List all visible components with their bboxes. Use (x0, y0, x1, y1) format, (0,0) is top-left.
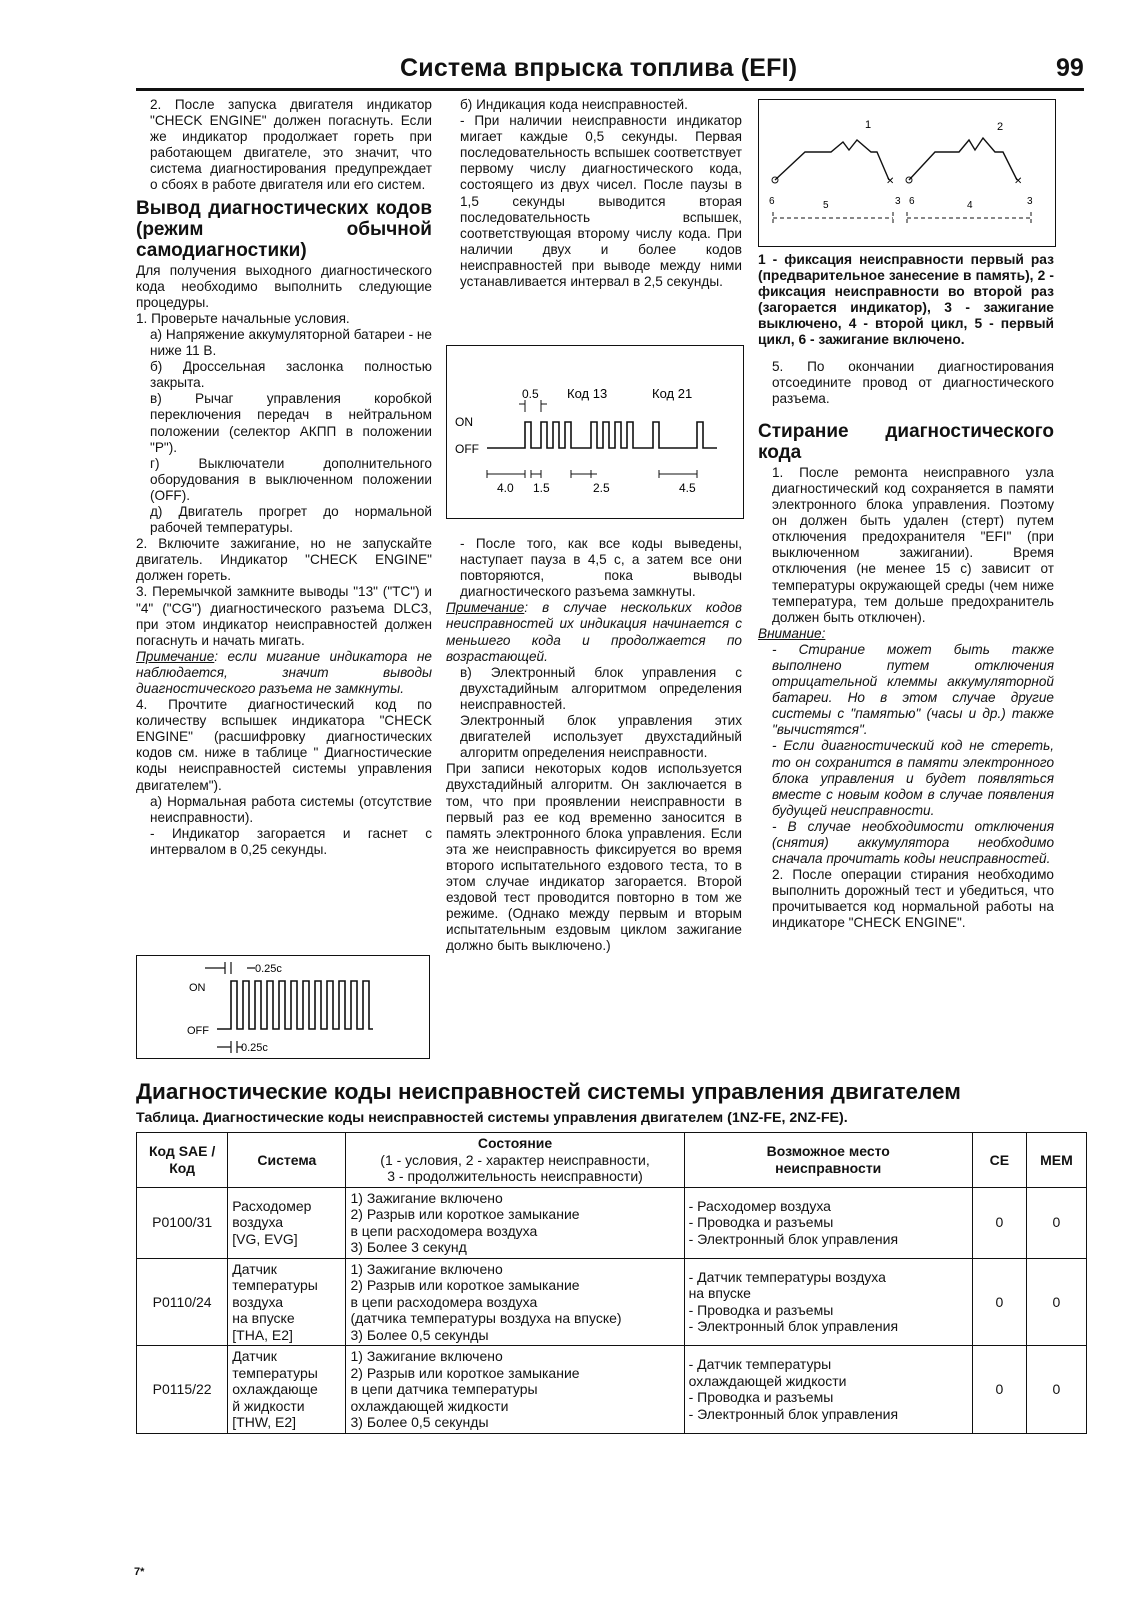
cross-mark: ✕ (886, 176, 895, 187)
cell-place-line: - Расходомер воздуха (688, 1197, 831, 1214)
paragraph: Для получения выходного диагностического кода необходимо выполнить следующие процедуры. (136, 262, 432, 310)
two-stage-diagram (759, 100, 1055, 246)
warning-title: Внимание: (758, 625, 826, 641)
paragraph: - Индикатор загорается и гаснет с интервалом в 0,25 секунды. (150, 825, 432, 857)
header-line: неисправности (775, 1159, 882, 1176)
paragraph: При записи некоторых кодов используется двухстадийный алгоритм. Он заключается в том, что при проявлении неисправности в первый раз ее код временно заносится в память электронного блока управления. Если эта же неисправность фиксируется во время второго испытательного ездового теста, то в этом случае индикатор загорается. Второй ездовой тест проводится повторно в том же режиме. (Однако между первым и вторым испытательным ездовым циклом зажигание должно быть выключено.) (446, 761, 742, 954)
section-heading: Стирание диагностического кода (758, 420, 1054, 463)
note-text: : в случае нескольких кодов неисправностей их индикация начинается с меньшего кода и продолжается по возрастающей. (446, 600, 742, 664)
warning-label (758, 626, 1054, 642)
section-title: Диагностические коды неисправностей системы управления двигателем (136, 1079, 961, 1104)
code-13-label: Код 13 (567, 386, 608, 401)
paragraph: а) Нормальная работа системы (отсутствие неисправности). (150, 793, 432, 825)
dim-05 (519, 400, 547, 412)
cell-place-line: на впуске (688, 1285, 751, 1302)
label-2: 2 (997, 121, 1004, 133)
header-mem: MEM (1026, 1133, 1086, 1188)
cell-ce: 0 (972, 1258, 1026, 1346)
cell-mem: 0 (1026, 1187, 1086, 1258)
cycle-2-curve (909, 138, 1017, 180)
cell-system-line: температуры (232, 1277, 318, 1293)
label-5: 5 (823, 200, 829, 211)
label-6b: 6 (909, 196, 915, 207)
paragraph: г) Выключатели дополнительного оборудования в выключенном положении (OFF). (150, 455, 432, 503)
note-text: : если мигание индикатора не наблюдается, значит выводы диагностического разъема не замкнуты. (136, 648, 432, 696)
header-ce: CE (972, 1133, 1026, 1188)
figure-two-stage (758, 99, 1056, 247)
cycle-1-curve (775, 140, 889, 180)
cell-place-line: - Электронный блок управления (688, 1318, 899, 1335)
figure-normal-blink (136, 955, 430, 1059)
cell-place-line: - Датчик температуры воздуха (688, 1268, 886, 1285)
paragraph: 2. После операции стирания необходимо выполнить дорожный тест и убедиться, что прочитывается код нормальной работы на индикаторе "CHECK ENGINE". (772, 867, 1054, 931)
note-label: Примечание (446, 600, 525, 616)
table-body (137, 1187, 1087, 1433)
paragraph: б) Дроссельная заслонка полностью закрыта. (150, 359, 432, 391)
paragraph: 1. Проверьте начальные условия. (136, 310, 350, 326)
dtc-table (136, 1132, 1087, 1434)
page-number: 99 (1056, 54, 1084, 82)
note (136, 649, 432, 697)
warning-item: - Стирание может быть также выполнено путем отключения отрицательной клеммы аккумуляторной батареи. Но в этом случае другие системы с "памятью" (часы и др.) также "вычистятся". (772, 641, 1054, 738)
figure-code-output (446, 345, 744, 519)
label-on: ON (189, 982, 206, 994)
paragraph: 3. Перемычкой замкните выводы "13" ("TC") и "4" ("CG") диагностического разъема DLC3, при этом индикатор неисправностей должен погаснуть и начать мигать. (136, 584, 432, 648)
cell-place (684, 1346, 972, 1434)
paragraph: д) Двигатель прогрет до нормальной рабочей температуры. (150, 503, 432, 536)
paragraph: в) Рычаг управления коробкой переключения передач в нейтральном положении (селектор АКПП в положении "P"). (150, 391, 432, 455)
paragraph: а) Напряжение аккумуляторной батареи - не ниже 11 В. (150, 326, 432, 359)
cell-system (228, 1187, 346, 1258)
cell-system-line: Датчик (232, 1348, 277, 1364)
cell-place-line: - Датчик температуры (688, 1356, 832, 1373)
footer-mark: 7* (134, 1566, 145, 1578)
section-heading: Вывод диагностических кодов (режим обычной самодиагностики) (136, 197, 432, 261)
dim-lines (487, 470, 697, 478)
label-4: 4 (967, 200, 973, 211)
dim-40-label: 4.0 (497, 481, 514, 495)
column-2a (446, 97, 742, 290)
cell-place-line: - Электронный блок управления (688, 1405, 899, 1422)
cell-code: P0115/22 (137, 1346, 228, 1434)
paragraph: Электронный блок управления этих двигателей использует двухстадийный алгоритм определения неисправности. (460, 713, 742, 761)
cell-code: P0100/31 (137, 1187, 228, 1258)
code-trace (487, 422, 717, 448)
header-line: (1 - условия, 2 - характер неисправности, (380, 1151, 650, 1168)
cell-mem: 0 (1026, 1346, 1086, 1434)
header-line: Возможное место (766, 1143, 890, 1160)
cell-state-line: 3) Более 3 секунд (350, 1239, 467, 1255)
column-2b (446, 536, 742, 954)
cross-mark: ✕ (1014, 176, 1023, 187)
dim-45-label: 4.5 (679, 481, 696, 495)
paragraph: 5. По окончании диагностирования отсоедините провод от диагностического разъема. (772, 358, 1054, 406)
blink-trace (217, 981, 373, 1029)
dim-15-label: 1.5 (533, 481, 550, 495)
cell-system-line: Расходомер (232, 1197, 312, 1214)
cell-state (346, 1258, 684, 1346)
label-off: OFF (455, 442, 479, 456)
cell-state-line: 2) Разрыв или короткое замыкание (350, 1364, 580, 1381)
table-caption: Таблица. Диагностические коды неисправностей системы управления двигателем (1NZ-FE, 2NZ-FE). (136, 1110, 848, 1126)
cell-system-line: воздуха (232, 1293, 284, 1310)
dim-bottom (217, 1041, 243, 1053)
table-row (137, 1258, 1087, 1346)
header-state (346, 1133, 684, 1188)
cycle-dims (773, 212, 1031, 224)
cell-system-line: температуры (232, 1364, 318, 1381)
paragraph: - При наличии неисправности индикатор мигает каждые 0,5 секунды. Первая последовательность вспышек соответствует первому числу диагностического кода, состоящего из двух чисел. После паузы в 1,5 секунды выводится вторая последовательность вспышек, соответствующая второму числу кода. При наличии двух и более кодов неисправностей при выводе между ними устанавливается интервал в 2,5 секунды. (460, 113, 742, 290)
dim-bottom-label: 0.25с (241, 1042, 268, 1054)
dim-top (205, 962, 255, 974)
table-row (137, 1346, 1087, 1434)
cell-state-line: 1) Зажигание включено (350, 1348, 503, 1364)
cell-mem: 0 (1026, 1258, 1086, 1346)
cell-state-line: охлаждающей жидкости (350, 1397, 509, 1414)
cell-system-line: й жидкости (232, 1397, 305, 1414)
cell-place-line: охлаждающей жидкости (688, 1372, 847, 1389)
warning-item: - Если диагностический код не стереть, то он сохранится в памяти электронного блока управления и будет появляться вместе с новым кодом в случае появления будущей неисправности. (772, 738, 1054, 818)
label-3b: 3 (1027, 196, 1033, 207)
label-on: ON (455, 415, 473, 429)
cell-state-line: 3) Более 0,5 секунды (350, 1414, 489, 1430)
cell-ce: 0 (972, 1346, 1026, 1434)
cell-system-line: [THA, E2] (232, 1326, 293, 1343)
warning-item: - В случае необходимости отключения (снятия) аккумулятора необходимо сначала прочитать коды неисправностей. (772, 818, 1054, 867)
cell-state-line: 1) Зажигание включено (350, 1260, 503, 1277)
cell-state-line: (датчика температуры воздуха на впуске) (350, 1310, 622, 1326)
column-3 (758, 252, 1054, 932)
paragraph: - После того, как все коды выведены, наступает пауза в 4,5 с, а затем все они повторяются, пока выводы диагностического разъема замкнуты. (460, 536, 742, 600)
label-3a: 3 (895, 196, 901, 207)
cell-state-line: в цепи расходомера воздуха (350, 1222, 538, 1239)
cell-ce: 0 (972, 1187, 1026, 1258)
note (446, 600, 742, 664)
cell-system-line: [THW, E2] (232, 1414, 297, 1430)
dim-05-label: 0.5 (522, 387, 539, 401)
column-1 (136, 97, 432, 858)
cell-state-line: 1) Зажигание включено (350, 1189, 503, 1206)
paragraph: 2. Включите зажигание, но не запускайте двигатель. Индикатор "CHECK ENGINE" должен гореть. (136, 536, 432, 584)
label-1: 1 (865, 119, 872, 131)
header-line: Код SAE / (149, 1143, 216, 1160)
paragraph: 1. После ремонта неисправного узла диагностический код сохраняется в памяти электронного блока управления. Поэтому он должен быть удален (стерт) путем отключения предохранителя "EFI" (при выключенном зажигании). Время отключения (не менее 15 с) зависит от температуры окружающей среды (чем ниже температура, тем дольше предохранитель должен быть отключен). (772, 464, 1054, 625)
cell-state-line: в цепи датчика температуры (350, 1381, 538, 1397)
label-off: OFF (187, 1025, 209, 1037)
cell-state (346, 1346, 684, 1434)
cell-place-line: - Проводка и разъемы (688, 1389, 834, 1406)
header-line: Код (169, 1159, 196, 1176)
header-code (137, 1133, 228, 1188)
cell-system-line: охлаждающе (232, 1381, 318, 1397)
figure-legend: 1 - фиксация неисправности первый раз (предварительное занесение в память), 2 - фиксация неисправности во второй раз (загорается индикатор), 3 - зажигание выключено, 4 - второй цикл, 5 - первый цикл, 6 - зажигание включено. (758, 252, 1054, 348)
code-21-label: Код 21 (652, 386, 693, 401)
paragraph: в) Электронный блок управления с двухстадийным алгоритмом определения неисправностей. (460, 664, 742, 712)
note-label: Примечание (136, 648, 215, 664)
cell-place (684, 1187, 972, 1258)
cell-place-line: - Проводка и разъемы (688, 1214, 834, 1231)
cell-system-line: [VG, EVG] (232, 1230, 298, 1247)
cell-code: P0110/24 (137, 1258, 228, 1346)
header-place (684, 1133, 972, 1188)
cell-system-line: Датчик (232, 1260, 277, 1277)
cell-system (228, 1346, 346, 1434)
cell-state-line: 3) Более 0,5 секунды (350, 1326, 489, 1343)
cell-place-line: - Электронный блок управления (688, 1230, 899, 1247)
label-6a: 6 (769, 196, 775, 207)
page-header-title: Система впрыска топлива (EFI) (400, 54, 798, 82)
cell-place (684, 1258, 972, 1346)
header-line: Состояние (477, 1135, 553, 1151)
paragraph: б) Индикация кода неисправностей. (460, 97, 688, 112)
cell-state-line: в цепи расходомера воздуха (350, 1293, 538, 1310)
paragraph: 2. После запуска двигателя индикатор "CHECK ENGINE" должен погаснуть. Если же индикатор продолжает гореть при работающем двигателе, это значит, что система диагностирования предупреждает о сбоях в работе двигателя или его систем. (150, 97, 432, 193)
paragraph: 4. Прочтите диагностический код по количеству вспышек индикатора "CHECK ENGINE" (расшифровку диагностических кодов см. ниже в таблице " Диагностические коды неисправностей системы управления двигателем"). (136, 697, 432, 793)
table-row (137, 1187, 1087, 1258)
header-system: Система (228, 1133, 346, 1188)
normal-blink-waveform (137, 956, 429, 1058)
cell-system-line: на впуске (232, 1310, 295, 1326)
table-header (137, 1133, 1087, 1188)
cell-state-line: 2) Разрыв или короткое замыкание (350, 1206, 580, 1222)
cell-state (346, 1187, 684, 1258)
code-output-waveform (447, 346, 743, 518)
cell-place-line: - Проводка и разъемы (688, 1301, 834, 1318)
header-rule (136, 88, 1084, 91)
dim-top-label: 0.25с (255, 963, 282, 975)
header-line: 3 - продолжительность неисправности) (387, 1168, 643, 1184)
cell-system-line: воздуха (232, 1214, 284, 1231)
cell-state-line: 2) Разрыв или короткое замыкание (350, 1277, 580, 1293)
dim-25-label: 2.5 (593, 481, 610, 495)
cell-system (228, 1258, 346, 1346)
